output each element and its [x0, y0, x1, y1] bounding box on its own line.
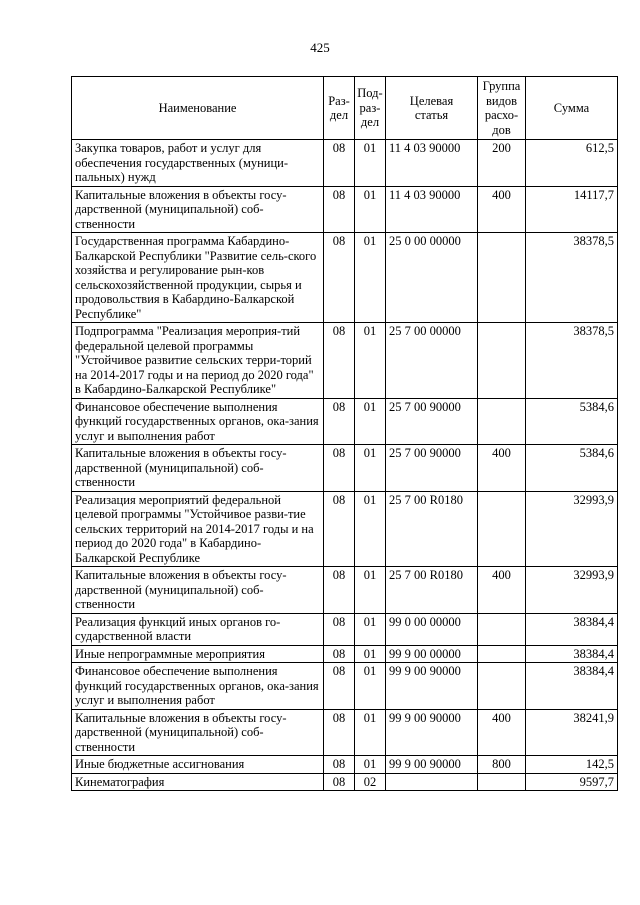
table-row — [72, 491, 618, 567]
cell-subsection: 01 — [355, 233, 386, 323]
table-row — [72, 645, 618, 663]
cell-article: 25 7 00 90000 — [386, 445, 478, 492]
cell-article: 99 0 00 00000 — [386, 613, 478, 645]
cell-name: Иные бюджетные ассигнования — [72, 756, 324, 774]
cell-sum: 612,5 — [526, 140, 618, 187]
cell-subsection: 01 — [355, 398, 386, 445]
cell-section: 08 — [324, 613, 355, 645]
cell-section: 08 — [324, 323, 355, 399]
cell-section: 08 — [324, 567, 355, 614]
cell-name: Иные непрограммные мероприятия — [72, 645, 324, 663]
table-row — [72, 398, 618, 445]
cell-sum: 38384,4 — [526, 645, 618, 663]
cell-subsection: 01 — [355, 323, 386, 399]
cell-sum: 14117,7 — [526, 186, 618, 233]
cell-subsection: 01 — [355, 186, 386, 233]
cell-article: 25 7 00 R0180 — [386, 491, 478, 567]
cell-group — [478, 613, 526, 645]
cell-sum: 38384,4 — [526, 663, 618, 710]
table-row — [72, 445, 618, 492]
cell-section: 08 — [324, 491, 355, 567]
page-number: 425 — [310, 40, 330, 55]
cell-name: Закупка товаров, работ и услуг для обеспечения государственных (муници-пальных) нужд — [72, 140, 324, 187]
table-row — [72, 773, 618, 791]
header-subsection: Под- раз- дел — [355, 77, 386, 140]
cell-section: 08 — [324, 398, 355, 445]
cell-section: 08 — [324, 233, 355, 323]
cell-section: 08 — [324, 445, 355, 492]
cell-section: 08 — [324, 756, 355, 774]
cell-subsection: 01 — [355, 140, 386, 187]
header-name: Наименование — [72, 77, 324, 140]
cell-sum: 38384,4 — [526, 613, 618, 645]
header-group: Группа видов расхо- дов — [478, 77, 526, 140]
cell-subsection: 02 — [355, 773, 386, 791]
cell-name: Подпрограмма "Реализация мероприя-тий федеральной целевой программы "Устойчивое развитие сельских терри-торий на 2014-2017 годы и на период до 2020 года" в Кабардино-Балкарской Республике" — [72, 323, 324, 399]
cell-sum: 9597,7 — [526, 773, 618, 791]
table-row — [72, 323, 618, 399]
cell-subsection: 01 — [355, 445, 386, 492]
cell-sum: 38378,5 — [526, 323, 618, 399]
cell-name: Финансовое обеспечение выполнения функций государственных органов, ока-зания услуг и выполнения работ — [72, 663, 324, 710]
cell-group — [478, 645, 526, 663]
cell-section: 08 — [324, 186, 355, 233]
cell-name: Кинематография — [72, 773, 324, 791]
cell-group: 200 — [478, 140, 526, 187]
cell-group: 400 — [478, 709, 526, 756]
cell-article — [386, 773, 478, 791]
table-header-row — [72, 77, 618, 140]
cell-subsection: 01 — [355, 567, 386, 614]
cell-sum: 142,5 — [526, 756, 618, 774]
cell-article: 25 7 00 00000 — [386, 323, 478, 399]
cell-name: Реализация функций иных органов го-сударственной власти — [72, 613, 324, 645]
cell-group: 400 — [478, 445, 526, 492]
table-row — [72, 233, 618, 323]
cell-section: 08 — [324, 663, 355, 710]
table-row — [72, 709, 618, 756]
cell-subsection: 01 — [355, 663, 386, 710]
cell-article: 25 0 00 00000 — [386, 233, 478, 323]
cell-sum: 5384,6 — [526, 398, 618, 445]
cell-article: 99 9 00 90000 — [386, 756, 478, 774]
header-section: Раз- дел — [324, 77, 355, 140]
table-row — [72, 140, 618, 187]
cell-group — [478, 323, 526, 399]
cell-article: 99 9 00 90000 — [386, 663, 478, 710]
cell-group — [478, 663, 526, 710]
cell-article: 99 9 00 90000 — [386, 709, 478, 756]
table-row — [72, 756, 618, 774]
cell-subsection: 01 — [355, 756, 386, 774]
cell-sum: 38378,5 — [526, 233, 618, 323]
cell-group — [478, 773, 526, 791]
cell-sum: 5384,6 — [526, 445, 618, 492]
table-row — [72, 613, 618, 645]
cell-group: 400 — [478, 186, 526, 233]
cell-name: Капитальные вложения в объекты госу-дарственной (муниципальной) соб-ственности — [72, 445, 324, 492]
cell-name: Финансовое обеспечение выполнения функций государственных органов, ока-зания услуг и выполнения работ — [72, 398, 324, 445]
cell-group — [478, 491, 526, 567]
cell-name: Государственная программа Кабардино-Балкарской Республики "Развитие сель-ского хозяйства и регулирование рын-ков сельскохозяйственной продукции, сырья и продовольствия в Кабардино-Балкарской Республике" — [72, 233, 324, 323]
cell-subsection: 01 — [355, 613, 386, 645]
cell-section: 08 — [324, 709, 355, 756]
cell-name: Капитальные вложения в объекты госу-дарственной (муниципальной) соб-ственности — [72, 709, 324, 756]
cell-group — [478, 398, 526, 445]
cell-name: Реализация мероприятий федеральной целевой программы "Устойчивое разви-тие сельских территорий на 2014-2017 годы и на период до 2020 года" в Кабардино-Балкарской Республике — [72, 491, 324, 567]
cell-sum: 32993,9 — [526, 567, 618, 614]
cell-section: 08 — [324, 773, 355, 791]
cell-article: 25 7 00 R0180 — [386, 567, 478, 614]
cell-group: 400 — [478, 567, 526, 614]
budget-table — [71, 76, 618, 791]
cell-section: 08 — [324, 140, 355, 187]
cell-article: 11 4 03 90000 — [386, 186, 478, 233]
cell-subsection: 01 — [355, 709, 386, 756]
table-row — [72, 567, 618, 614]
header-article: Целевая статья — [386, 77, 478, 140]
cell-group: 800 — [478, 756, 526, 774]
cell-subsection: 01 — [355, 491, 386, 567]
cell-name: Капитальные вложения в объекты госу-дарственной (муниципальной) соб-ственности — [72, 567, 324, 614]
header-sum: Сумма — [526, 77, 618, 140]
cell-sum: 32993,9 — [526, 491, 618, 567]
table-row — [72, 663, 618, 710]
cell-name: Капитальные вложения в объекты госу-дарственной (муниципальной) соб-ственности — [72, 186, 324, 233]
cell-group — [478, 233, 526, 323]
table-row — [72, 186, 618, 233]
cell-section: 08 — [324, 645, 355, 663]
cell-sum: 38241,9 — [526, 709, 618, 756]
cell-article: 11 4 03 90000 — [386, 140, 478, 187]
cell-article: 25 7 00 90000 — [386, 398, 478, 445]
cell-article: 99 9 00 00000 — [386, 645, 478, 663]
cell-subsection: 01 — [355, 645, 386, 663]
